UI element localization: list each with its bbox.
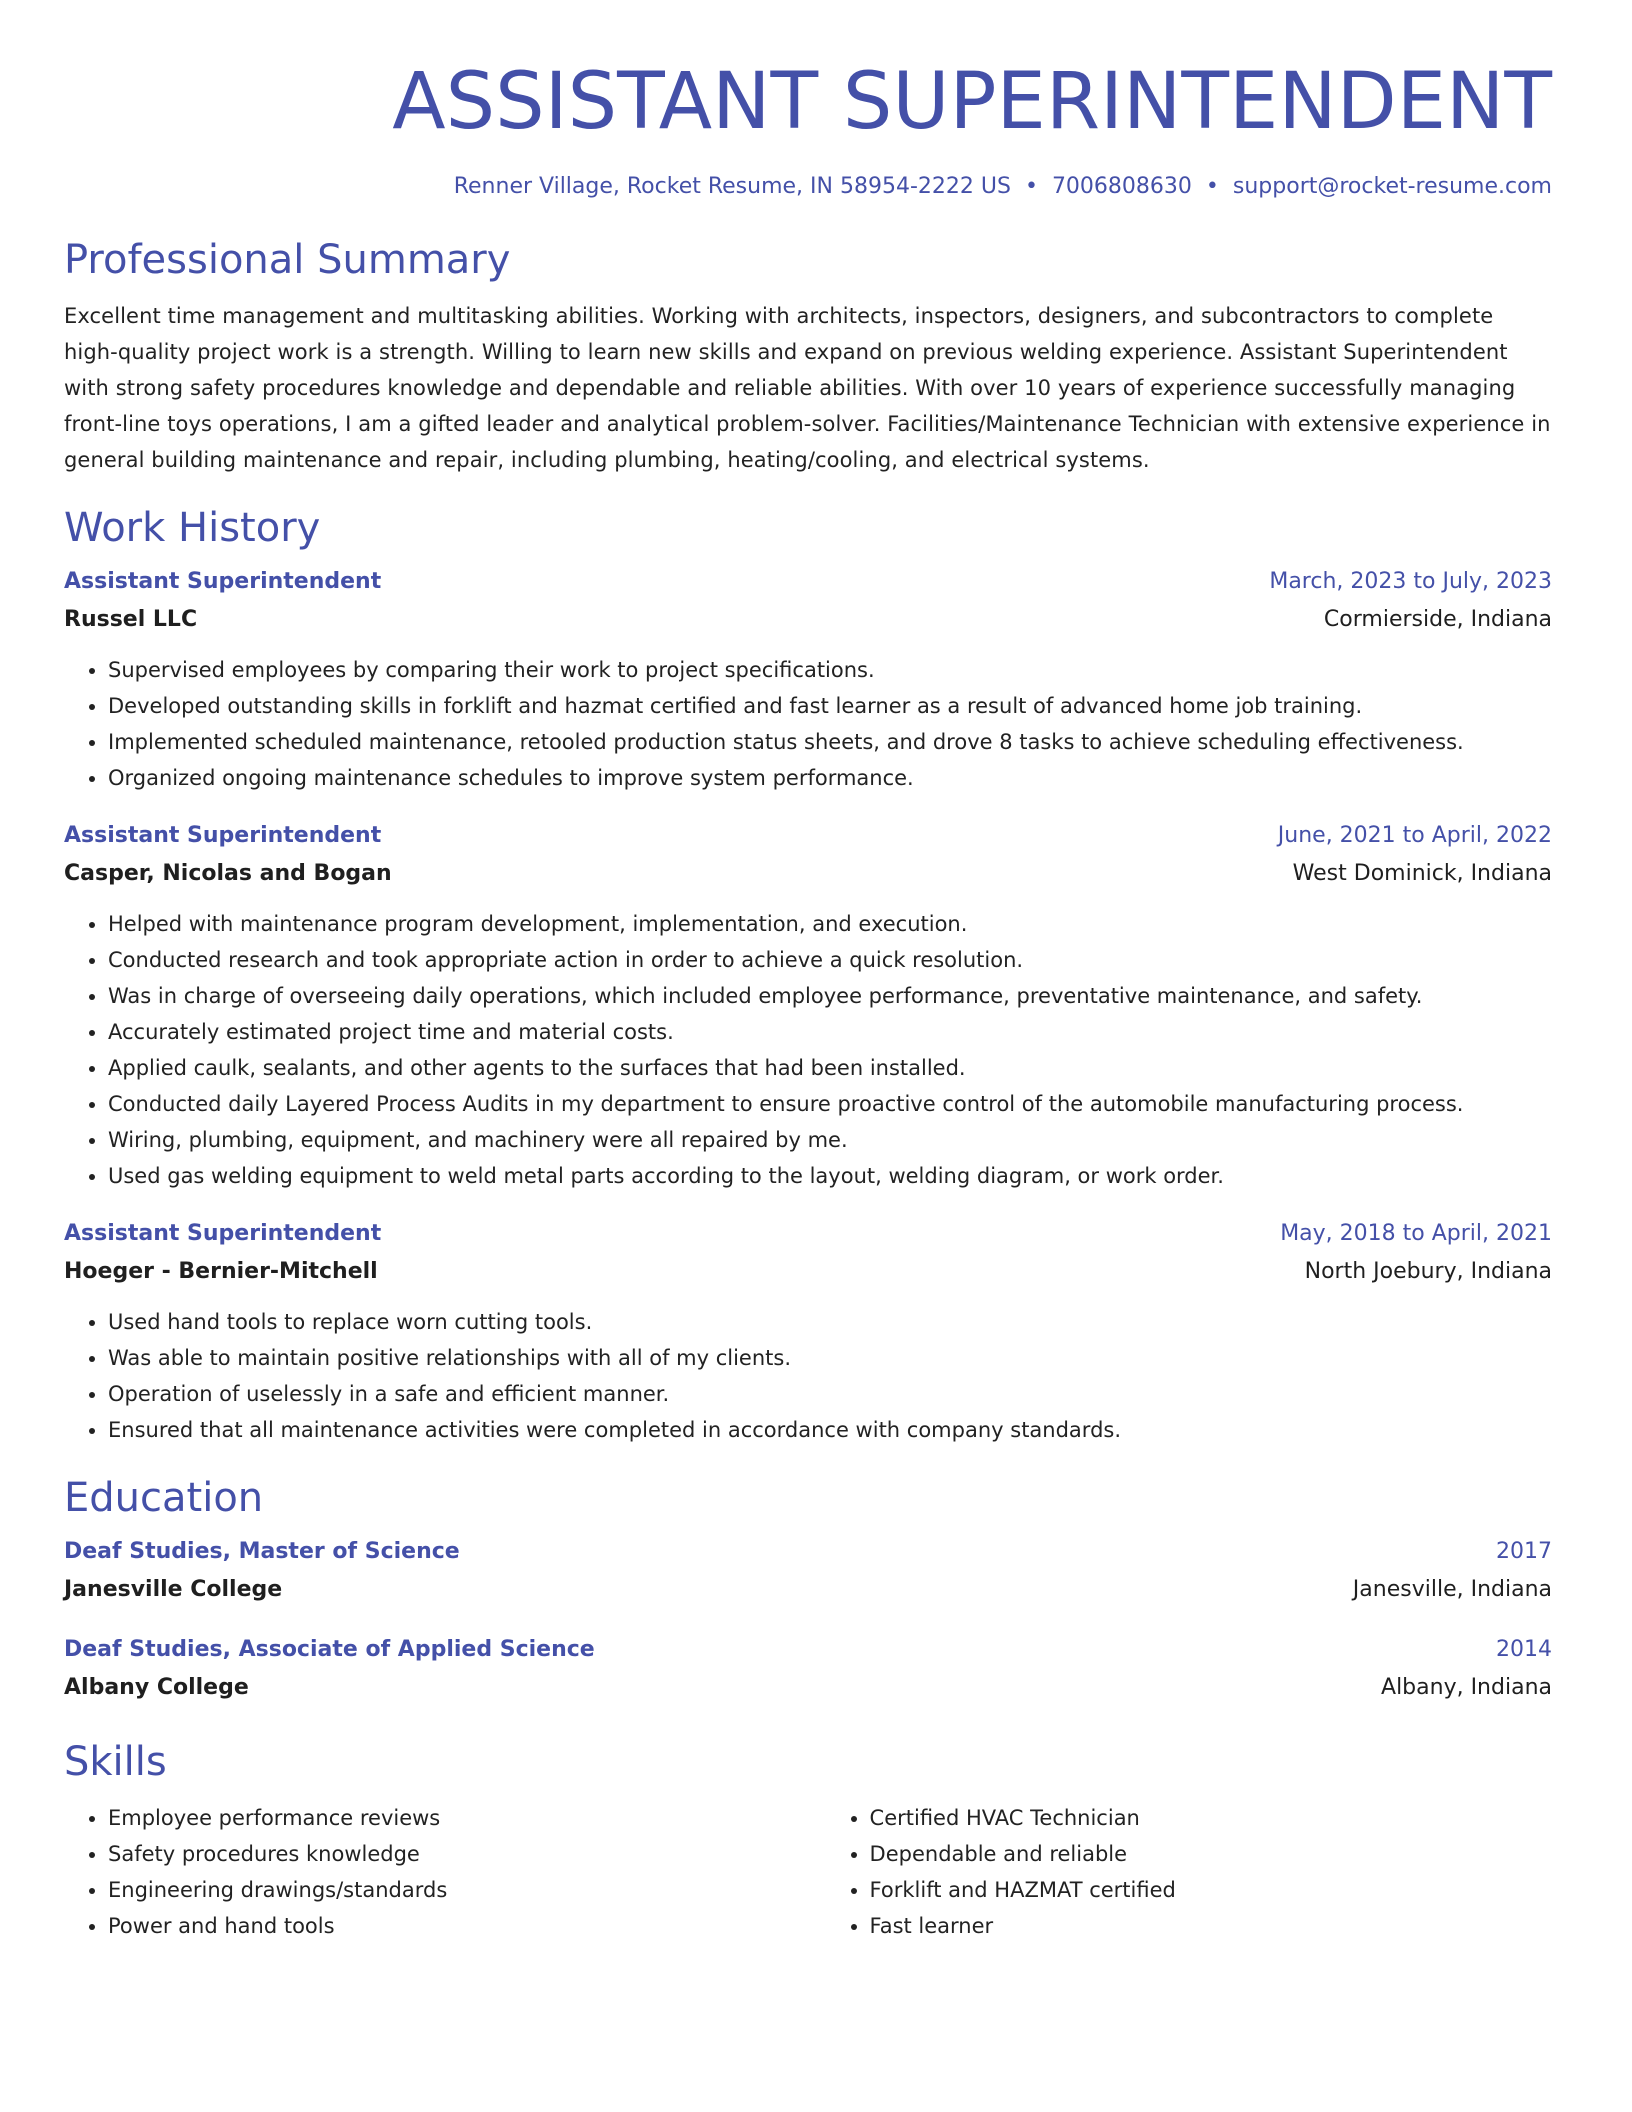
job-role: Assistant Superintendent	[64, 823, 382, 848]
education-school: Albany College	[64, 1675, 249, 1700]
education-school: Janesville College	[64, 1577, 283, 1602]
job-bullet: • Developed outstanding skills in forklift and hazmat certified and fast learner as a result of advanced home job training.	[108, 688, 1552, 724]
job-company: Russel LLC	[64, 607, 198, 632]
contact-address: Renner Village, Rocket Resume, IN 58954-2222 US	[453, 174, 1011, 199]
job-dates: March, 2023 to July, 2023	[1269, 569, 1552, 594]
resume-header	[64, 54, 1552, 204]
job-bullet: • Conducted daily Layered Process Audits in my department to ensure proactive control of the automobile manufacturing process.	[108, 1086, 1552, 1122]
job-bullet: • Supervised employees by comparing their work to project specifications.	[108, 652, 1552, 688]
contact-separator: •	[1024, 174, 1038, 199]
skills-list-left	[64, 1800, 826, 1944]
job-header-row	[64, 564, 1552, 600]
section-title-skills: Skills	[64, 1739, 167, 1785]
skill-item: • Safety procedures knowledge	[108, 1836, 826, 1872]
job-company: Hoeger - Bernier-Mitchell	[64, 1259, 378, 1284]
skill-item: • Employee performance reviews	[108, 1800, 826, 1836]
job-dates: June, 2021 to April, 2022	[1277, 823, 1552, 848]
job-bullet: • Was able to maintain positive relationships with all of my clients.	[108, 1340, 1552, 1376]
skill-item: • Dependable and reliable	[870, 1836, 1552, 1872]
job-bullets	[64, 906, 1552, 1194]
skill-item: • Forklift and HAZMAT certified	[870, 1872, 1552, 1908]
job-entry	[64, 1216, 1552, 1448]
job-entry	[64, 818, 1552, 1194]
education-degree: Deaf Studies, Associate of Applied Science	[64, 1637, 595, 1662]
job-company-row	[64, 1252, 1552, 1292]
education-year: 2014	[1496, 1637, 1552, 1662]
job-header-row	[64, 1216, 1552, 1252]
education-entry	[64, 1632, 1552, 1708]
job-bullet: • Accurately estimated project time and material costs.	[108, 1014, 1552, 1050]
job-role: Assistant Superintendent	[64, 1221, 382, 1246]
job-bullets	[64, 1304, 1552, 1448]
skill-item: • Certified HVAC Technician	[870, 1800, 1552, 1836]
section-title-education: Education	[64, 1475, 264, 1521]
candidate-name: ASSISTANT SUPERINTENDENT	[392, 57, 1552, 147]
skill-item: • Power and hand tools	[108, 1908, 826, 1944]
education-location: Janesville, Indiana	[1352, 1577, 1552, 1602]
job-bullet: • Operation of uselessly in a safe and efficient manner.	[108, 1376, 1552, 1412]
job-bullet: • Implemented scheduled maintenance, retooled production status sheets, and drove 8 tasks to achieve scheduling effectiveness.	[108, 724, 1552, 760]
job-bullet: • Organized ongoing maintenance schedules to improve system performance.	[108, 760, 1552, 796]
summary-text: Excellent time management and multitasking abilities. Working with architects, inspectors, designers, and subcontractors to complete high-quality project work is a strength. Willing to learn new skills and expand on previous welding experience. Assistant Superintendent with strong safety procedures knowledge and dependable and reliable abilities. With over 10 years of experience successfully managing front-line toys operations, I am a gifted leader and analytical problem-solver. Facilities/Maintenance Technician with extensive experience in general building maintenance and repair, including plumbing, heating/cooling, and electrical systems.	[64, 304, 1551, 472]
job-header-row	[64, 818, 1552, 854]
education-location: Albany, Indiana	[1381, 1675, 1552, 1700]
section-title-summary: Professional Summary	[64, 237, 511, 283]
job-location: North Joebury, Indiana	[1304, 1259, 1552, 1284]
education-header-row	[64, 1534, 1552, 1570]
education-entry	[64, 1534, 1552, 1610]
contact-line	[64, 170, 1552, 204]
job-company-row	[64, 600, 1552, 640]
job-dates: May, 2018 to April, 2021	[1280, 1221, 1552, 1246]
education-school-row	[64, 1668, 1552, 1708]
contact-phone: 7006808630	[1051, 174, 1192, 199]
job-company-row	[64, 854, 1552, 894]
skills-grid	[64, 1800, 1552, 1944]
contact-email: support@rocket-resume.com	[1232, 174, 1552, 199]
job-bullet: • Used hand tools to replace worn cutting tools.	[108, 1304, 1552, 1340]
education-header-row	[64, 1632, 1552, 1668]
section-title-work-history: Work History	[64, 505, 321, 551]
education-year: 2017	[1496, 1539, 1552, 1564]
job-bullet: • Helped with maintenance program development, implementation, and execution.	[108, 906, 1552, 942]
job-bullet: • Applied caulk, sealants, and other agents to the surfaces that had been installed.	[108, 1050, 1552, 1086]
job-bullets	[64, 652, 1552, 796]
skills-list-right	[826, 1800, 1552, 1944]
job-bullet: • Ensured that all maintenance activities were completed in accordance with company standards.	[108, 1412, 1552, 1448]
job-bullet: • Wiring, plumbing, equipment, and machinery were all repaired by me.	[108, 1122, 1552, 1158]
job-bullet: • Conducted research and took appropriate action in order to achieve a quick resolution.	[108, 942, 1552, 978]
contact-separator: •	[1205, 174, 1219, 199]
job-entry	[64, 564, 1552, 796]
job-bullet: • Was in charge of overseeing daily operations, which included employee performance, preventative maintenance, and safety.	[108, 978, 1552, 1014]
job-location: Cormierside, Indiana	[1323, 607, 1552, 632]
job-location: West Dominick, Indiana	[1292, 861, 1552, 886]
job-company: Casper, Nicolas and Bogan	[64, 861, 392, 886]
job-bullet: • Used gas welding equipment to weld metal parts according to the layout, welding diagram, or work order.	[108, 1158, 1552, 1194]
education-degree: Deaf Studies, Master of Science	[64, 1539, 460, 1564]
skill-item: • Engineering drawings/standards	[108, 1872, 826, 1908]
skill-item: • Fast learner	[870, 1908, 1552, 1944]
education-school-row	[64, 1570, 1552, 1610]
job-role: Assistant Superintendent	[64, 569, 382, 594]
